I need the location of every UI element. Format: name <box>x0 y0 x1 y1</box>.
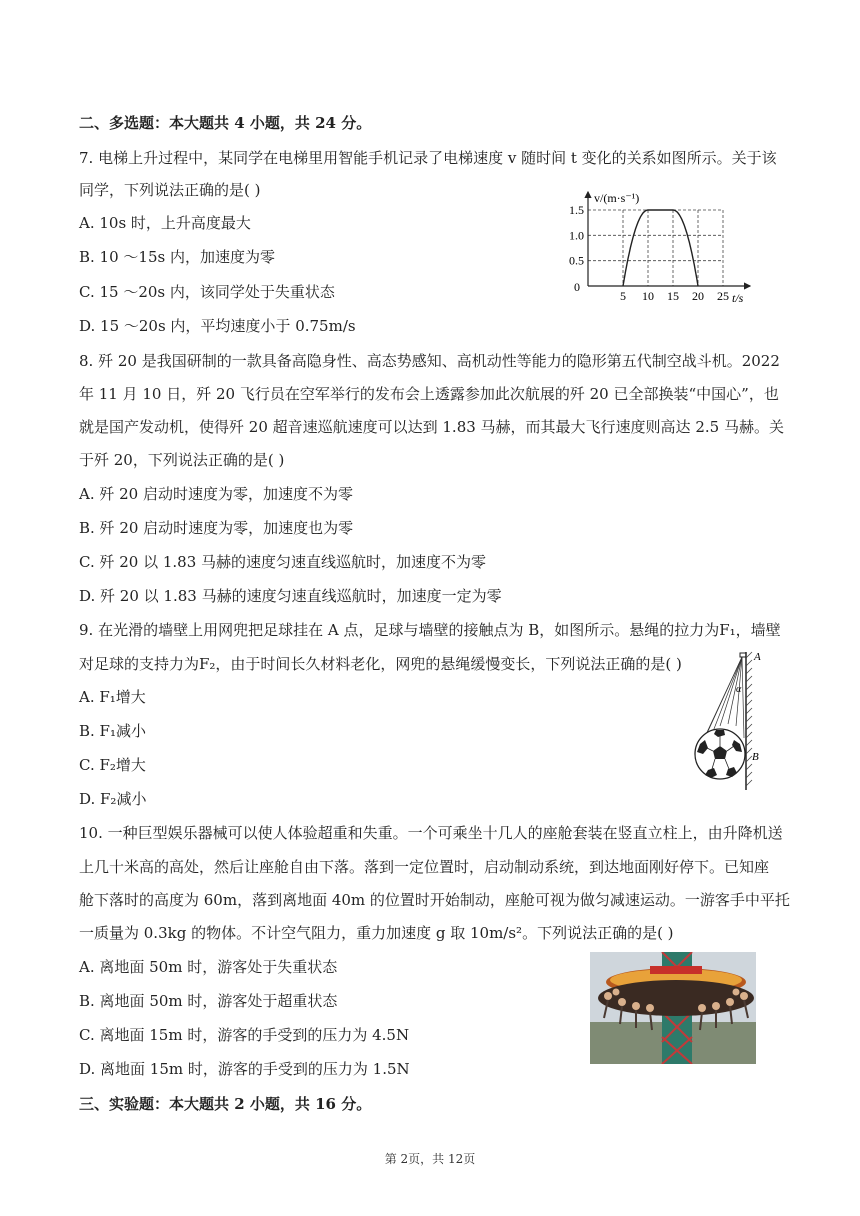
x-tick-label: 20 <box>692 289 704 303</box>
question-stem-line: 于歼 20，下列说法正确的是( ) <box>79 451 285 469</box>
option-c: C. 歼 20 以 1.83 马赫的速度匀速直线巡航时，加速度不为零 <box>79 553 487 571</box>
section-title: 二、多选题：本大题共 4 小题，共 24 分。 <box>79 114 372 132</box>
option-c: C. 离地面 15m 时，游客的手受到的压力为 4.5N <box>79 1026 410 1044</box>
option-b: B. 10 ～15s 内，加速度为零 <box>79 248 275 266</box>
origin-label: 0 <box>574 280 580 294</box>
y-tick-label: 1.0 <box>569 228 584 243</box>
option-d: D. F₂减小 <box>79 790 147 808</box>
x-tick-label: 15 <box>667 289 679 303</box>
option-d: D. 离地面 15m 时，游客的手受到的压力为 1.5N <box>79 1060 410 1078</box>
x-tick-label: 5 <box>620 289 626 303</box>
option-b: B. 离地面 50m 时，游客处于超重状态 <box>79 992 338 1010</box>
question-stem-line: 9. 在光滑的墙壁上用网兜把足球挂在 A 点，足球与墙壁的接触点为 B，如图所示。悬绳的拉力为F₁，墙壁 <box>79 621 781 639</box>
point-b-label: B <box>752 751 759 763</box>
hook <box>740 653 746 657</box>
point-a-label: A <box>754 651 761 663</box>
football-net-figure <box>690 648 770 793</box>
section-title: 三、实验题：本大题共 2 小题，共 16 分。 <box>79 1095 372 1113</box>
question-stem-line: 8. 歼 20 是我国研制的一款具备高隐身性、高态势感知、高机动性等能力的隐形第五代制空战斗机。2022 <box>79 352 780 370</box>
option-d: D. 歼 20 以 1.83 马赫的速度匀速直线巡航时，加速度一定为零 <box>79 587 502 605</box>
question-stem-line: 10. 一种巨型娱乐器械可以使人体验超重和失重。一个可乘坐十几人的座舱套装在竖直立柱上，由升降机送 <box>79 824 783 842</box>
x-axis-label: t/s <box>732 291 744 305</box>
graph-grid <box>588 210 723 286</box>
option-b: B. 歼 20 启动时速度为零，加速度也为零 <box>79 519 354 537</box>
velocity-time-graph <box>560 186 760 308</box>
option-d: D. 15 ～20s 内，平均速度小于 0.75m/s <box>79 317 356 335</box>
question-stem-line: 一质量为 0.3kg 的物体。不计空气阻力，重力加速度 g 取 10m/s²。下列说法正确的是( ) <box>79 924 674 942</box>
wall-hatching <box>746 652 752 786</box>
question-stem-line: 对足球的支持力为F₂，由于时间长久材料老化，网兜的悬绳缓慢变长，下列说法正确的是( ) <box>79 655 682 673</box>
y-axis-label: v/(m·s⁻¹) <box>594 191 640 205</box>
question-stem-line: 舱下落时的高度为 60m，落到离地面 40m 的位置时开始制动，座舱可视为做匀减速运动。一游客手中平托 <box>79 891 790 909</box>
option-c: C. F₂增大 <box>79 756 146 774</box>
option-c: C. 15 ～20s 内，该同学处于失重状态 <box>79 283 335 301</box>
option-a: A. F₁增大 <box>79 688 146 706</box>
drop-tower-photo <box>590 952 756 1064</box>
question-stem-line: 7. 电梯上升过程中，某同学在电梯里用智能手机记录了电梯速度 v 随时间 t 变化的关系如图所示。关于该 <box>79 149 777 167</box>
x-tick-label: 10 <box>642 289 654 303</box>
question-stem-line: 年 11 月 10 日，歼 20 飞行员在空军举行的发布会上透露参加此次航展的歼 20 已全部换装“中国心”，也 <box>79 385 779 403</box>
option-b: B. F₁减小 <box>79 722 146 740</box>
y-tick-label: 1.5 <box>569 203 584 217</box>
question-stem-line: 就是国产发动机，使得歼 20 超音速巡航速度可以达到 1.83 马赫，而其最大飞行速度则高达 2.5 马赫。关 <box>79 418 784 436</box>
page-number: 第 2页，共 12页 <box>384 1152 476 1166</box>
x-tick-label: 25 <box>717 289 729 303</box>
option-a: A. 离地面 50m 时，游客处于失重状态 <box>79 958 338 976</box>
velocity-curve <box>623 210 698 286</box>
option-a: A. 歼 20 启动时速度为零，加速度不为零 <box>79 485 353 503</box>
angle-alpha-label: α <box>736 684 742 695</box>
y-tick-label: 0.5 <box>569 253 584 268</box>
question-stem-line: 同学，下列说法正确的是( ) <box>79 181 261 199</box>
question-stem-line: 上几十米高的高处，然后让座舱自由下落。落到一定位置时，启动制动系统，到达地面刚好停下。已知座 <box>79 858 770 876</box>
option-a: A. 10s 时，上升高度最大 <box>79 214 251 232</box>
